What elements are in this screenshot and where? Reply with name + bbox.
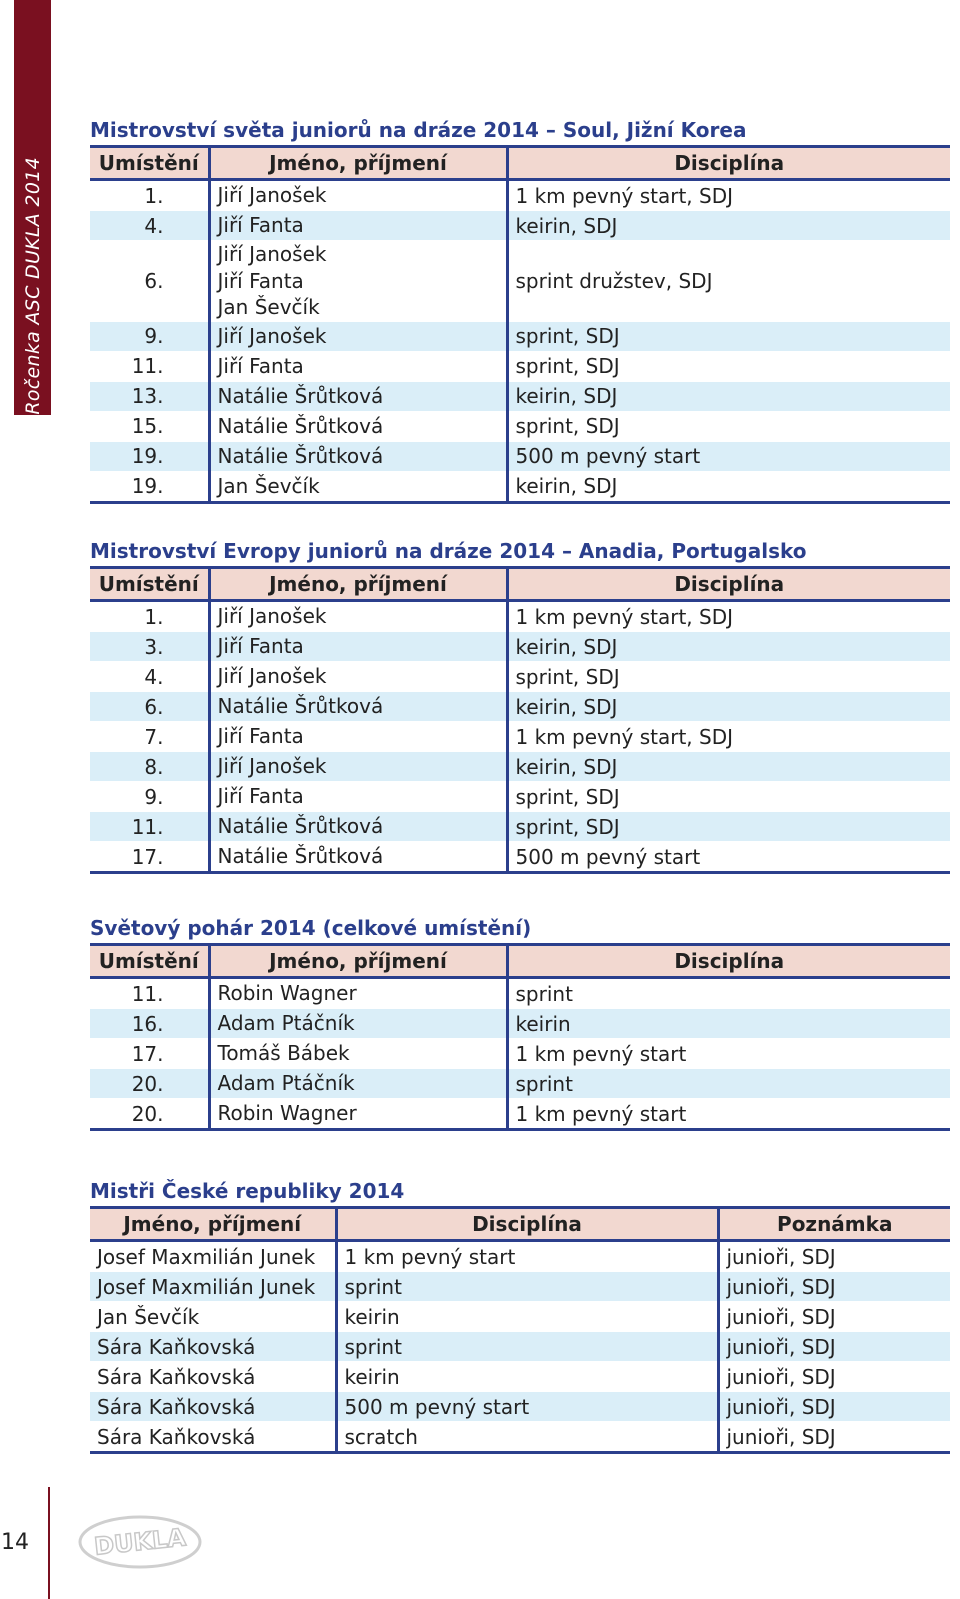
place-cell: 9.	[90, 782, 209, 812]
name-cell	[209, 752, 507, 782]
place-cell: 20.	[90, 1099, 209, 1130]
table-row	[90, 842, 950, 873]
place-cell: 17.	[90, 842, 209, 873]
table-row	[90, 782, 950, 812]
athlete-name: Jiří Fanta	[217, 268, 304, 293]
section-title: Světový pohár 2014 (celkové umístění)	[90, 916, 532, 940]
table-row	[90, 180, 950, 211]
note-cell: junioři, SDJ	[718, 1332, 950, 1362]
header-discipline: Disciplína	[507, 568, 950, 601]
place-cell: 20.	[90, 1069, 209, 1099]
discipline-cell: keirin, SDJ	[507, 752, 950, 782]
discipline-cell: scratch	[336, 1422, 718, 1453]
place-cell: 11.	[90, 978, 209, 1009]
athlete-name: Jan Ševčík	[217, 295, 320, 319]
name-cell	[209, 321, 507, 351]
place-cell: 1.	[90, 601, 209, 632]
table-row	[90, 441, 950, 471]
table-row	[90, 1069, 950, 1099]
place-cell: 8.	[90, 752, 209, 782]
discipline-cell: 500 m pevný start	[507, 842, 950, 873]
athlete-name: Jiří Janošek	[217, 242, 327, 266]
athlete-name: Jiří Janošek	[217, 183, 327, 208]
note-cell: junioři, SDJ	[718, 1302, 950, 1332]
sidebar-title-wrap	[14, 0, 51, 415]
header-discipline: Disciplína	[507, 945, 950, 978]
header-name: Jméno, příjmení	[209, 568, 507, 601]
place-cell: 1.	[90, 180, 209, 211]
discipline-cell: sprint, SDJ	[507, 662, 950, 692]
table-body	[90, 1241, 950, 1453]
discipline-cell: 1 km pevný start	[507, 1039, 950, 1069]
athlete-name: Jiří Janošek	[217, 664, 327, 689]
table-header-row	[90, 945, 950, 978]
place-cell: 19.	[90, 441, 209, 471]
name-cell	[209, 1069, 507, 1099]
athlete-name: Jiří Janošek	[217, 604, 327, 629]
discipline-cell: sprint, SDJ	[507, 411, 950, 441]
table-header-row	[90, 1208, 950, 1241]
table-row	[90, 1302, 950, 1332]
athlete-name: Adam Ptáčník	[217, 1011, 355, 1036]
table-row	[90, 381, 950, 411]
name-cell: Sára Kaňkovská	[90, 1422, 336, 1453]
discipline-cell: 1 km pevný start, SDJ	[507, 601, 950, 632]
discipline-cell: sprint	[336, 1332, 718, 1362]
name-cell	[209, 180, 507, 211]
header-name: Jméno, příjmení	[209, 147, 507, 180]
name-cell: Sára Kaňkovská	[90, 1392, 336, 1422]
athlete-name: Adam Ptáčník	[217, 1071, 355, 1096]
discipline-cell: 1 km pevný start, SDJ	[507, 722, 950, 752]
note-cell: junioři, SDJ	[718, 1272, 950, 1302]
table-row	[90, 722, 950, 752]
table-body	[90, 978, 950, 1130]
athlete-name: Jiří Fanta	[217, 213, 304, 238]
discipline-cell: keirin, SDJ	[507, 381, 950, 411]
name-cell	[209, 632, 507, 662]
athlete-name: Jiří Fanta	[217, 353, 304, 378]
athlete-name: Jan Ševčík	[217, 473, 320, 498]
section-title: Mistrovství světa juniorů na dráze 2014 – Soul, Jižní Korea	[90, 118, 747, 142]
header-discipline: Disciplína	[336, 1208, 718, 1241]
place-cell: 13.	[90, 381, 209, 411]
athlete-name: Natálie Šrůtková	[217, 844, 384, 869]
discipline-cell: keirin	[336, 1302, 718, 1332]
name-cell	[209, 812, 507, 842]
athlete-name: Robin Wagner	[217, 1101, 357, 1126]
name-cell	[209, 211, 507, 241]
results-table	[90, 943, 950, 1131]
athlete-name: Natálie Šrůtková	[217, 694, 384, 719]
name-cell	[209, 351, 507, 381]
athlete-name: Jiří Janošek	[217, 323, 327, 348]
discipline-cell: keirin, SDJ	[507, 471, 950, 502]
header-name: Jméno, příjmení	[209, 945, 507, 978]
discipline-cell: sprint	[507, 978, 950, 1009]
name-cell: Josef Maxmilián Junek	[90, 1272, 336, 1302]
header-place: Umístění	[90, 945, 209, 978]
footer-rule	[48, 1487, 50, 1599]
table-row	[90, 351, 950, 381]
table-body	[90, 180, 950, 503]
name-cell	[209, 471, 507, 502]
name-cell	[209, 722, 507, 752]
discipline-cell: keirin, SDJ	[507, 211, 950, 241]
name-cell	[209, 978, 507, 1009]
note-cell: junioři, SDJ	[718, 1422, 950, 1453]
section-european-championship	[90, 538, 950, 874]
table-header-row	[90, 147, 950, 180]
athlete-name: Jiří Fanta	[217, 634, 304, 659]
header-note: Poznámka	[718, 1208, 950, 1241]
discipline-cell: 1 km pevný start	[507, 1099, 950, 1130]
champions-table	[90, 1206, 950, 1454]
table-row	[90, 1272, 950, 1302]
name-cell: Sára Kaňkovská	[90, 1332, 336, 1362]
results-table	[90, 566, 950, 874]
table-row	[90, 1039, 950, 1069]
table-row	[90, 1241, 950, 1272]
discipline-cell: 500 m pevný start	[336, 1392, 718, 1422]
note-cell: junioři, SDJ	[718, 1392, 950, 1422]
table-row	[90, 1362, 950, 1392]
section-title: Mistrovství Evropy juniorů na dráze 2014 – Anadia, Portugalsko	[90, 539, 807, 563]
place-cell: 9.	[90, 321, 209, 351]
table-row	[90, 241, 950, 322]
athlete-name: Robin Wagner	[217, 981, 357, 1006]
place-cell: 3.	[90, 632, 209, 662]
place-cell: 11.	[90, 351, 209, 381]
discipline-cell: sprint, SDJ	[507, 782, 950, 812]
place-cell: 6.	[90, 692, 209, 722]
place-cell: 4.	[90, 662, 209, 692]
header-place: Umístění	[90, 147, 209, 180]
name-cell	[209, 1099, 507, 1130]
place-cell: 16.	[90, 1009, 209, 1039]
note-cell: junioři, SDJ	[718, 1241, 950, 1272]
discipline-cell: 500 m pevný start	[507, 441, 950, 471]
logo-text: DUKLA	[92, 1523, 188, 1561]
athlete-name: Natálie Šrůtková	[217, 383, 384, 408]
athlete-name: Jiří Fanta	[217, 784, 304, 809]
header-discipline: Disciplína	[507, 147, 950, 180]
table-row	[90, 1392, 950, 1422]
table-row	[90, 1332, 950, 1362]
name-cell	[209, 1009, 507, 1039]
discipline-cell: sprint, SDJ	[507, 351, 950, 381]
table-row	[90, 321, 950, 351]
name-cell: Sára Kaňkovská	[90, 1362, 336, 1392]
name-cell	[209, 662, 507, 692]
results-table	[90, 145, 950, 504]
place-cell: 6.	[90, 241, 209, 322]
place-cell: 7.	[90, 722, 209, 752]
table-row	[90, 632, 950, 662]
athlete-name: Natálie Šrůtková	[217, 413, 384, 438]
table-row	[90, 411, 950, 441]
name-cell	[209, 782, 507, 812]
athlete-name: Jiří Janošek	[217, 754, 327, 779]
discipline-cell: sprint, SDJ	[507, 812, 950, 842]
place-cell: 19.	[90, 471, 209, 502]
athlete-name: Tomáš Bábek	[217, 1041, 350, 1066]
discipline-cell: keirin	[507, 1009, 950, 1039]
name-cell	[209, 842, 507, 873]
section-czech-champions	[90, 1178, 950, 1454]
name-cell: Josef Maxmilián Junek	[90, 1241, 336, 1272]
name-cell	[209, 1039, 507, 1069]
place-cell: 4.	[90, 211, 209, 241]
section-world-cup	[90, 915, 950, 1131]
name-cell	[209, 411, 507, 441]
discipline-cell: 1 km pevný start	[336, 1241, 718, 1272]
note-cell: junioři, SDJ	[718, 1362, 950, 1392]
name-cell: Jan Ševčík	[90, 1302, 336, 1332]
discipline-cell: sprint družstev, SDJ	[507, 241, 950, 322]
athlete-name: Natálie Šrůtková	[217, 814, 384, 839]
table-row	[90, 211, 950, 241]
table-row	[90, 978, 950, 1009]
discipline-cell: sprint, SDJ	[507, 321, 950, 351]
discipline-cell: sprint	[336, 1272, 718, 1302]
discipline-cell: sprint	[507, 1069, 950, 1099]
table-row	[90, 1422, 950, 1453]
name-cell	[209, 692, 507, 722]
table-row	[90, 812, 950, 842]
place-cell: 15.	[90, 411, 209, 441]
place-cell: 17.	[90, 1039, 209, 1069]
name-cell	[209, 381, 507, 411]
name-cell	[209, 601, 507, 632]
athlete-name: Natálie Šrůtková	[217, 443, 384, 468]
athlete-name: Jiří Fanta	[217, 724, 304, 749]
discipline-cell: keirin	[336, 1362, 718, 1392]
discipline-cell: 1 km pevný start, SDJ	[507, 180, 950, 211]
table-row	[90, 471, 950, 502]
table-row	[90, 692, 950, 722]
table-row	[90, 662, 950, 692]
table-row	[90, 1099, 950, 1130]
table-header-row	[90, 568, 950, 601]
section-world-championship	[90, 117, 950, 504]
dukla-logo	[75, 1512, 205, 1576]
place-cell: 11.	[90, 812, 209, 842]
sidebar-title: Ročenka ASC DUKLA 2014	[21, 157, 44, 415]
name-cell	[209, 241, 507, 322]
table-body	[90, 601, 950, 873]
page-number: 14	[1, 1530, 29, 1555]
discipline-cell: keirin, SDJ	[507, 692, 950, 722]
header-name: Jméno, příjmení	[90, 1208, 336, 1241]
table-row	[90, 1009, 950, 1039]
section-title: Mistři České republiky 2014	[90, 1179, 405, 1203]
table-row	[90, 601, 950, 632]
name-cell	[209, 441, 507, 471]
discipline-cell: keirin, SDJ	[507, 632, 950, 662]
header-place: Umístění	[90, 568, 209, 601]
table-row	[90, 752, 950, 782]
